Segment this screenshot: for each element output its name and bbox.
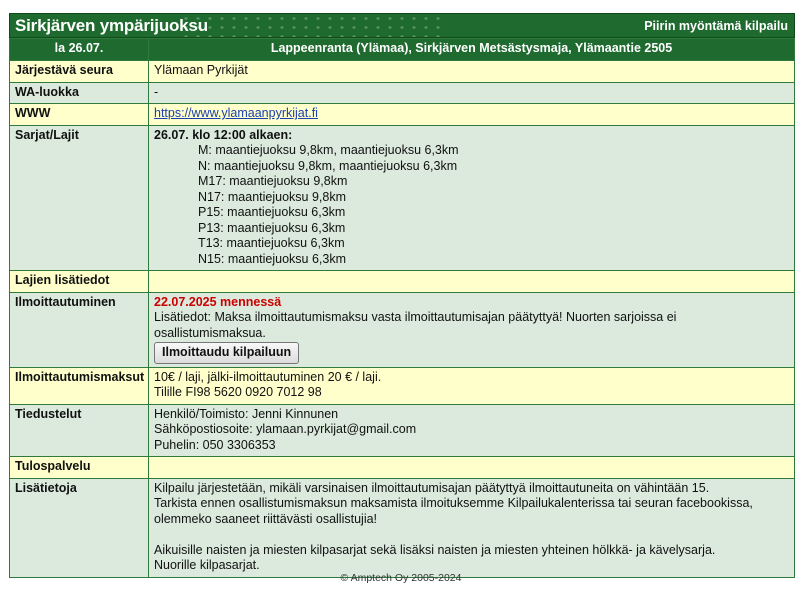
date-location-row	[10, 39, 795, 61]
club-value: Ylämaan Pyrkijät	[149, 61, 795, 83]
series-item: N: maantiejuoksu 9,8km, maantiejuoksu 6,3km	[198, 158, 458, 173]
row-www	[10, 104, 795, 126]
info-paragraph: Kilpailu järjestetään, mikäli varsinaisen ilmoittautumisajan päätyttyä ilmoittautuneita on vähintään 15.	[154, 480, 710, 495]
series-item: M17: maantiejuoksu 9,8km	[198, 174, 348, 188]
event-date: la 26.07.	[10, 39, 149, 61]
www-label: WWW	[10, 104, 149, 126]
register-button[interactable]: Ilmoittaudu kilpailuun	[154, 342, 299, 364]
info-paragraph: Aikuisille naisten ja miesten kilpasarjat sekä lisäksi naisten ja miesten yhteinen hölkkä- ja kävelysarja.	[154, 542, 716, 557]
row-fees	[10, 367, 795, 404]
club-label: Järjestävä seura	[10, 61, 149, 83]
decorative-dots	[180, 14, 440, 38]
info-paragraph: Tarkista ennen osallistumismaksun maksamista ilmoituksemme Kilpailukalenterissa tai seuran facebookissa, olemmeko saaneet riittävästi osallistujia!	[154, 496, 753, 526]
fees-label: Ilmoittautumismaksut	[10, 367, 149, 404]
row-registration	[10, 292, 795, 367]
wa-value: -	[149, 82, 795, 104]
fees-account: Tilille FI98 5620 0920 7012 98	[154, 385, 322, 399]
row-series	[10, 125, 795, 271]
contact-cell	[149, 404, 795, 457]
www-cell	[149, 104, 795, 126]
website-link[interactable]: https://www.ylamaanpyrkijat.fi	[154, 106, 318, 120]
series-item: P13: maantiejuoksu 6,3km	[198, 220, 346, 235]
district-badge: Piirin myöntämä kilpailu	[644, 19, 788, 33]
extra-label: Lajien lisätiedot	[10, 271, 149, 293]
row-wa	[10, 82, 795, 104]
contact-phone: Puhelin: 050 3306353	[154, 437, 276, 452]
row-club	[10, 61, 795, 83]
registration-label: Ilmoittautuminen	[10, 292, 149, 367]
event-title: Sirkjärven ympärijuoksu	[15, 16, 208, 35]
series-item: T13: maantiejuoksu 6,3km	[198, 236, 345, 250]
series-item: N15: maantiejuoksu 6,3km	[198, 251, 346, 266]
registration-cell	[149, 292, 795, 367]
series-item: N17: maantiejuoksu 9,8km	[198, 189, 346, 204]
fees-cell	[149, 367, 795, 404]
row-info	[10, 478, 795, 577]
info-cell	[149, 478, 795, 577]
info-label: Lisätietoja	[10, 478, 149, 577]
results-value	[149, 457, 795, 479]
copyright-footer: © Amptech Oy 2005-2024	[340, 572, 462, 584]
event-card	[9, 13, 795, 578]
results-label: Tulospalvelu	[10, 457, 149, 479]
row-extra	[10, 271, 795, 293]
contact-email: Sähköpostiosoite: ylamaan.pyrkijat@gmail.com	[154, 422, 417, 436]
row-results	[10, 457, 795, 479]
series-heading: 26.07. klo 12:00 alkaen:	[154, 127, 293, 142]
event-location: Lappeenranta (Ylämaa), Sirkjärven Metsästysmaja, Ylämaantie 2505	[149, 39, 795, 61]
title-bar	[9, 13, 795, 38]
info-spacer	[154, 527, 789, 543]
contact-label: Tiedustelut	[10, 404, 149, 457]
series-item: P15: maantiejuoksu 6,3km	[198, 205, 346, 219]
registration-deadline: 22.07.2025 mennessä	[154, 294, 282, 309]
series-cell	[149, 125, 795, 271]
event-details-table	[9, 38, 795, 578]
series-item: M: maantiejuoksu 9,8km, maantiejuoksu 6,3km	[198, 143, 459, 157]
contact-person: Henkilö/Toimisto: Jenni Kinnunen	[154, 406, 339, 421]
wa-label: WA-luokka	[10, 82, 149, 104]
row-contact	[10, 404, 795, 457]
fees-amount: 10€ / laji, jälki-ilmoittautuminen 20 € / laji.	[154, 369, 382, 384]
registration-info: Lisätiedot: Maksa ilmoittautumismaksu vasta ilmoittautumisajan päätyttyä! Nuorten sarjoissa ei osallistumismaksua.	[154, 310, 677, 340]
extra-value	[149, 271, 795, 293]
info-paragraph: Nuorille kilpasarjat.	[154, 558, 260, 572]
series-label: Sarjat/Lajit	[10, 125, 149, 271]
